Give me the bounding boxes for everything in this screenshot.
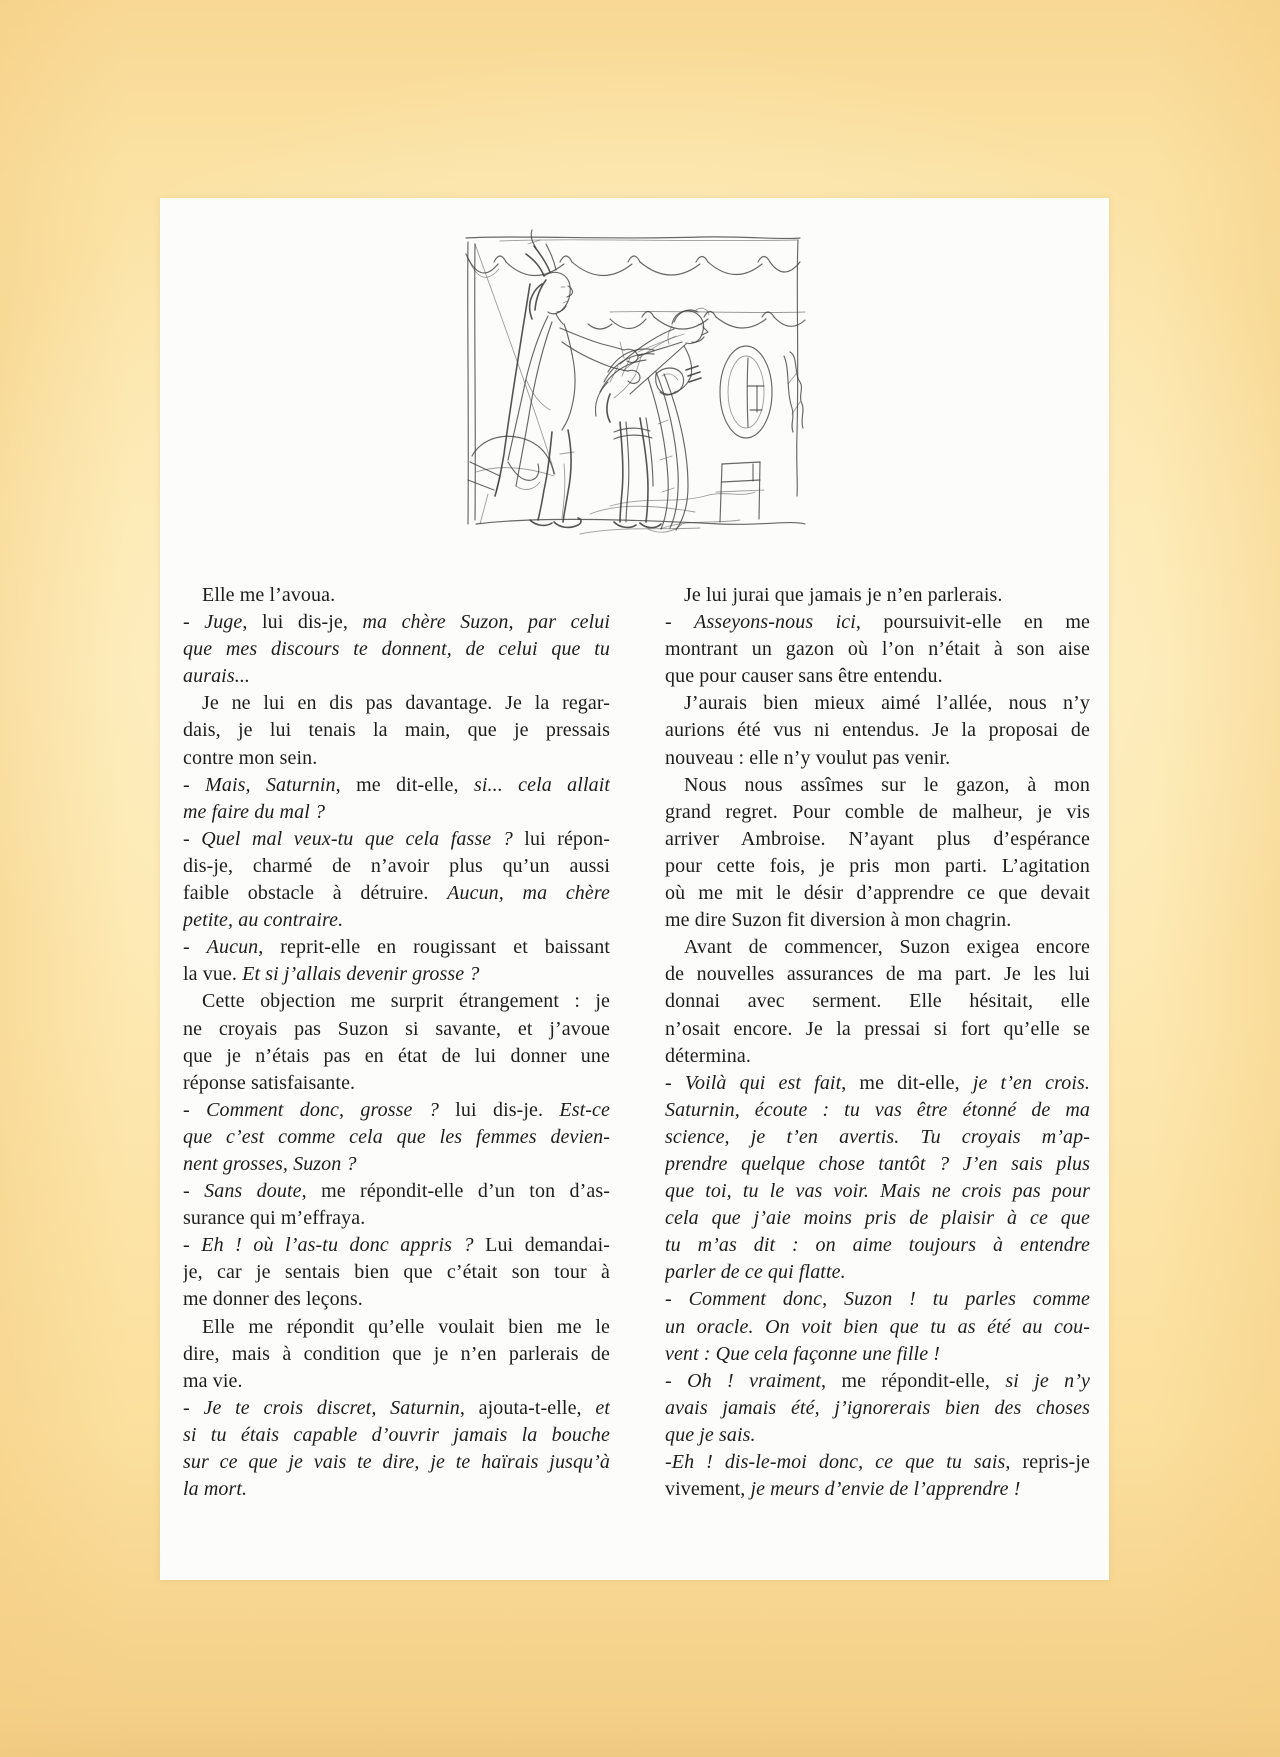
text-line: avais jamais été, j’ignorerais bien des choses — [665, 1396, 1090, 1419]
curtain-drape — [784, 352, 803, 432]
text-line: parler de ce qui flatte. — [665, 1261, 846, 1284]
text-line: vent : Que cela façonne une fille ! — [665, 1342, 941, 1365]
text-line: nouveau : elle n’y voulut pas venir. — [665, 746, 951, 769]
text-line: ma vie. — [183, 1369, 243, 1392]
text-line: cela que j’aie moins pris de plaisir à ce que — [665, 1207, 1090, 1230]
text-line: - Eh ! où l’as-tu donc appris ? Lui demandai- — [183, 1234, 610, 1257]
text-line: - Mais, Saturnin, me dit-elle, si... cela allait — [183, 773, 610, 796]
text-line: nent grosses, Suzon ? — [183, 1152, 357, 1175]
text-line: - Aucun, reprit-elle en rougissant et baissant — [183, 936, 610, 959]
chair — [716, 462, 764, 522]
text-line: petite, au contraire. — [183, 909, 344, 932]
text-line: Cette objection me surprit étrangement : je — [202, 990, 610, 1013]
text-line: Elle me répondit qu’elle voulait bien me le — [202, 1315, 610, 1338]
text-line: - Quel mal veux-tu que cela fasse ? lui répon- — [183, 827, 610, 850]
text-line: n’osait encore. Je la pressai si fort qu’elle se — [665, 1017, 1090, 1040]
text-line: - Juge, lui dis-je, ma chère Suzon, par celui — [183, 611, 610, 634]
text-line: Nous nous assîmes sur le gazon, à mon — [684, 773, 1090, 796]
text-line: que toi, tu le vas voir. Mais ne crois pas pour — [665, 1180, 1090, 1203]
text-line: que pour causer sans être entendu. — [665, 665, 943, 688]
text-line: la mort. — [183, 1478, 248, 1501]
bed-pillow-and-sheets — [472, 436, 805, 534]
text-line: -Eh ! dis-le-moi donc, ce que tu sais, repris-je — [665, 1451, 1090, 1473]
text-line: je, car je sentais bien que c’était son tour à — [183, 1261, 610, 1284]
text-line: réponse satisfaisante. — [183, 1071, 356, 1094]
text-line: dire, mais à condition que je n’en parlerais de — [183, 1342, 610, 1365]
text-line: que mes discours te donnent, de celui que tu — [183, 638, 610, 661]
oval-mirror — [720, 346, 772, 438]
text-line: aurais... — [183, 665, 251, 688]
text-line: Je ne lui en dis pas davantage. Je la regar- — [202, 692, 610, 715]
text-line: un oracle. On voit bien que tu as été au cou- — [665, 1315, 1090, 1338]
text-column-right — [665, 582, 1090, 1503]
text-line: surance qui m’effraya. — [183, 1207, 366, 1230]
text-line: que je n’étais pas en état de lui donner une — [183, 1044, 610, 1067]
text-line: où me mit le désir d’apprendre ce que devait — [665, 882, 1090, 905]
book-page — [160, 198, 1109, 1580]
text-line: tu m’as dit : on aime toujours à entendre — [665, 1234, 1090, 1257]
text-line: contre mon sein. — [183, 746, 318, 769]
text-line: - Sans doute, me répondit-elle d’un ton d’as- — [183, 1180, 610, 1203]
text-line: me donner des leçons. — [183, 1288, 363, 1311]
text-line: de nouvelles assurances de ma part. Je les lui — [665, 963, 1090, 986]
text-line: ne croyais pas Suzon si savante, et j’avoue — [183, 1017, 610, 1040]
text-line: arriver Ambroise. N’ayant plus d’espérance — [665, 827, 1090, 850]
text-line: vivement, je meurs d’envie de l’apprendre ! — [665, 1478, 1021, 1501]
text-line: - Comment donc, Suzon ! tu parles comme — [665, 1288, 1090, 1311]
text-line: si tu étais capable d’ouvrir jamais la bouche — [183, 1423, 610, 1446]
text-line: - Voilà qui est fait, me dit-elle, je t’en crois. — [665, 1071, 1090, 1094]
text-line: science, je t’en avertis. Tu croyais m’ap- — [665, 1125, 1090, 1148]
text-line: grand regret. Pour comble de malheur, je vis — [665, 800, 1090, 823]
text-line: me dire Suzon fit diversion à mon chagrin. — [665, 909, 1012, 932]
text-line: sur ce que je vais te dire, je te haïrais jusqu’à — [183, 1451, 610, 1473]
text-line: détermina. — [665, 1044, 751, 1067]
text-line: la vue. Et si j’allais devenir grosse ? — [183, 963, 480, 986]
text-line: - Oh ! vraiment, me répondit-elle, si je n’y — [665, 1369, 1090, 1392]
bedroom-sketch-illustration — [460, 224, 806, 550]
text-line: pour cette fois, je pris mon parti. L’agitation — [665, 854, 1090, 877]
text-line: dis-je, charmé de n’avoir plus qu’un aussi — [183, 854, 610, 877]
text-line: Je lui jurai que jamais je n’en parlerais. — [684, 584, 1003, 606]
text-line: me faire du mal ? — [183, 800, 326, 823]
text-line: dais, je lui tenais la main, que je pressais — [183, 719, 610, 742]
text-line: aurions été vus ni entendus. Je la proposai de — [665, 719, 1090, 742]
text-line: faible obstacle à détruire. Aucun, ma chère — [183, 882, 610, 905]
text-line: que je sais. — [665, 1423, 756, 1446]
text-line: prendre quelque chose tantôt ? J’en sais plus — [665, 1152, 1090, 1175]
text-line: - Je te crois discret, Saturnin, ajouta-t-elle, et — [183, 1396, 610, 1419]
text-line: que c’est comme cela que les femmes devien- — [183, 1125, 610, 1148]
text-column-left — [183, 582, 610, 1503]
text-line: Elle me l’avoua. — [202, 584, 336, 606]
text-line: J’aurais bien mieux aimé l’allée, nous n’y — [684, 692, 1090, 715]
text-line: - Asseyons-nous ici, poursuivit-elle en me — [665, 611, 1090, 634]
text-line: donnai avec serment. Elle hésitait, elle — [665, 990, 1090, 1013]
text-line: Saturnin, écoute : tu vas être étonné de ma — [665, 1098, 1090, 1121]
text-line: Avant de commencer, Suzon exigea encore — [684, 936, 1090, 959]
text-line: - Comment donc, grosse ? lui dis-je. Est-ce — [183, 1098, 610, 1121]
text-line: montrant un gazon où l’on n’était à son aise — [665, 638, 1090, 661]
